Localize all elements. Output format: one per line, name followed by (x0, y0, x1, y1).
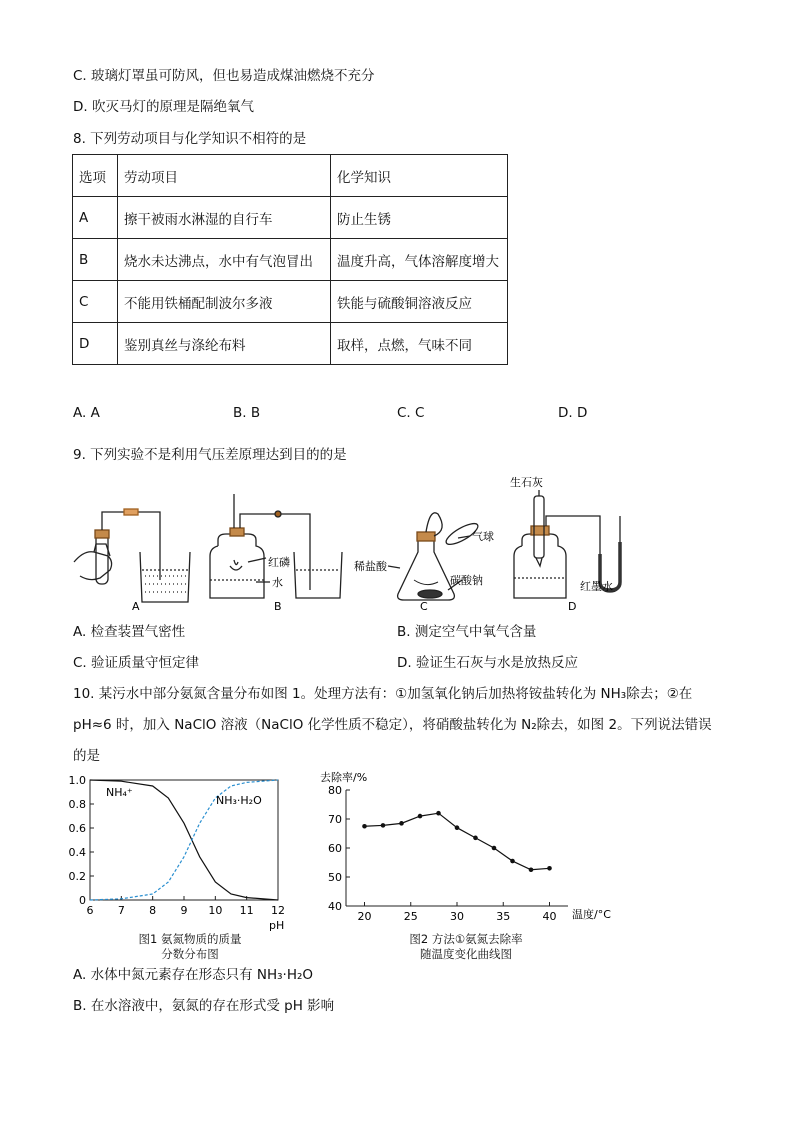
data-point (473, 836, 478, 841)
q9-stem: 9. 下列实验不是利用气压差原理达到目的的是 (73, 447, 347, 463)
figure2-caption: 图2 方法①氨氮去除率随温度变化曲线图 (409, 932, 523, 961)
x-tick-label: 7 (117, 904, 125, 917)
y-tick-label: 60 (328, 842, 342, 855)
table-cell: C (73, 281, 118, 323)
q10-option-b: B. 在水溶液中，氨氮的存在形式受 pH 影响 (73, 998, 335, 1014)
fig-label-d: D (568, 600, 577, 613)
y-tick-label: 0.6 (68, 822, 86, 835)
table-cell: 铁能与硫酸铜溶液反应 (331, 281, 508, 323)
x-tick-label: 6 (86, 904, 94, 917)
x-tick-label: 10 (208, 904, 223, 917)
header-knowledge: 化学知识 (331, 155, 508, 197)
q8-option-c: C. C (397, 405, 425, 421)
q10-stem-line3: 的是 (73, 748, 100, 764)
x-tick-label: 35 (496, 910, 511, 923)
table-cell: 取样，点燃，气味不同 (331, 323, 508, 365)
data-point (362, 824, 367, 829)
data-point (399, 821, 404, 826)
table-row (73, 323, 508, 365)
table-row (73, 239, 508, 281)
x-axis-label: 温度/°C (572, 908, 611, 921)
x-tick-label: 12 (271, 904, 285, 917)
y-tick-label: 50 (328, 871, 342, 884)
q9-option-d: D. 验证生石灰与水是放热反应 (397, 655, 578, 671)
figure1-chart (64, 772, 304, 932)
y-tick-label: 0.8 (68, 798, 86, 811)
fig-label-a: A (132, 600, 140, 613)
q10-option-a: A. 水体中氮元素存在形态只有 NH₃·H₂O (73, 967, 314, 983)
q9-option-c: C. 验证质量守恒定律 (73, 655, 200, 671)
x-axis-label: pH (269, 919, 285, 932)
x-tick-label: 25 (403, 910, 418, 923)
table-cell: 鉴别真丝与涤纶布料 (118, 323, 331, 365)
y-tick-label: 0 (79, 894, 86, 907)
x-tick-label: 30 (450, 910, 464, 923)
data-point (455, 825, 460, 830)
table-cell: A (73, 197, 118, 239)
label-quicklime: 生石灰 (510, 476, 543, 489)
q10-stem-line2: pH≈6 时，加入 NaClO 溶液（NaClO 化学性质不稳定），将硝酸盐转化为 N₂除去，如图 2。下列说法错误 (73, 717, 712, 733)
q8-option-b: B. B (233, 405, 261, 421)
header-option: 选项 (73, 155, 118, 197)
y-tick-label: 0.2 (68, 870, 86, 883)
data-point (436, 811, 441, 816)
x-tick-label: 20 (357, 910, 372, 923)
y-tick-label: 0.4 (68, 846, 86, 859)
table-cell: 擦干被雨水淋湿的自行车 (118, 197, 331, 239)
q7-option-c: C. 玻璃灯罩虽可防风，但也易造成煤油燃烧不充分 (73, 68, 375, 84)
fig-label-c: C (420, 600, 428, 613)
label-red-ink: 红墨水 (580, 580, 613, 593)
x-tick-label: 11 (239, 904, 254, 917)
label-red-phosphorus: 红磷 (268, 556, 290, 569)
table-header-row (73, 155, 508, 197)
data-point (547, 866, 552, 871)
figure1-caption: 图1 氨氮物质的质量分数分布图 (138, 932, 242, 961)
label-sodium-carbonate: 碳酸钠 (450, 574, 483, 587)
table-cell: 温度升高，气体溶解度增大 (331, 239, 508, 281)
y-axis-label: 去除率/% (320, 771, 368, 784)
y-tick-label: 40 (328, 900, 342, 913)
q7-option-d: D. 吹灭马灯的原理是隔绝氧气 (73, 99, 254, 115)
data-point (510, 859, 515, 864)
series-label-nh4: NH₄⁺ (106, 786, 133, 799)
fig-label-b: B (274, 600, 282, 613)
table-row (73, 197, 508, 239)
series-label-nh3h2o: NH₃·H₂O (216, 794, 262, 807)
table-cell: 防止生锈 (331, 197, 508, 239)
table-cell: D (73, 323, 118, 365)
x-tick-label: 9 (180, 904, 188, 917)
series-line-0 (365, 813, 550, 870)
label-dilute-hcl: 稀盐酸 (354, 560, 387, 573)
apparatus-a (74, 509, 190, 602)
header-labor: 劳动项目 (118, 155, 331, 197)
q8-stem: 8. 下列劳动项目与化学知识不相符的是 (73, 131, 307, 147)
table-row (73, 281, 508, 323)
y-tick-label: 1.0 (68, 774, 86, 787)
x-tick-label: 8 (149, 904, 157, 917)
y-tick-label: 80 (328, 784, 342, 797)
table-cell: 不能用铁桶配制波尔多液 (118, 281, 331, 323)
data-point (492, 846, 497, 851)
label-water: 水 (272, 576, 283, 589)
q9-apparatus-figure (70, 470, 630, 615)
table-cell: 烧水未达沸点，水中有气泡冒出 (118, 239, 331, 281)
label-balloon: 气球 (472, 530, 494, 543)
y-tick-label: 70 (328, 813, 342, 826)
q10-stem-line1: 10. 某污水中部分氨氮含量分布如图 1。处理方法有：①加氢氧化钠后加热将铵盐转化为 NH₃除去；②在 (73, 686, 693, 702)
q9-option-a: A. 检查装置气密性 (73, 624, 186, 640)
table-cell: B (73, 239, 118, 281)
data-point (381, 823, 386, 828)
q8-option-d: D. D (558, 405, 588, 421)
x-tick-label: 40 (542, 910, 557, 923)
figure2-chart (318, 770, 623, 930)
data-point (418, 814, 423, 819)
q8-option-a: A. A (73, 405, 100, 421)
q9-option-b: B. 测定空气中氧气含量 (397, 624, 537, 640)
data-point (529, 867, 534, 872)
q8-table (72, 154, 508, 365)
